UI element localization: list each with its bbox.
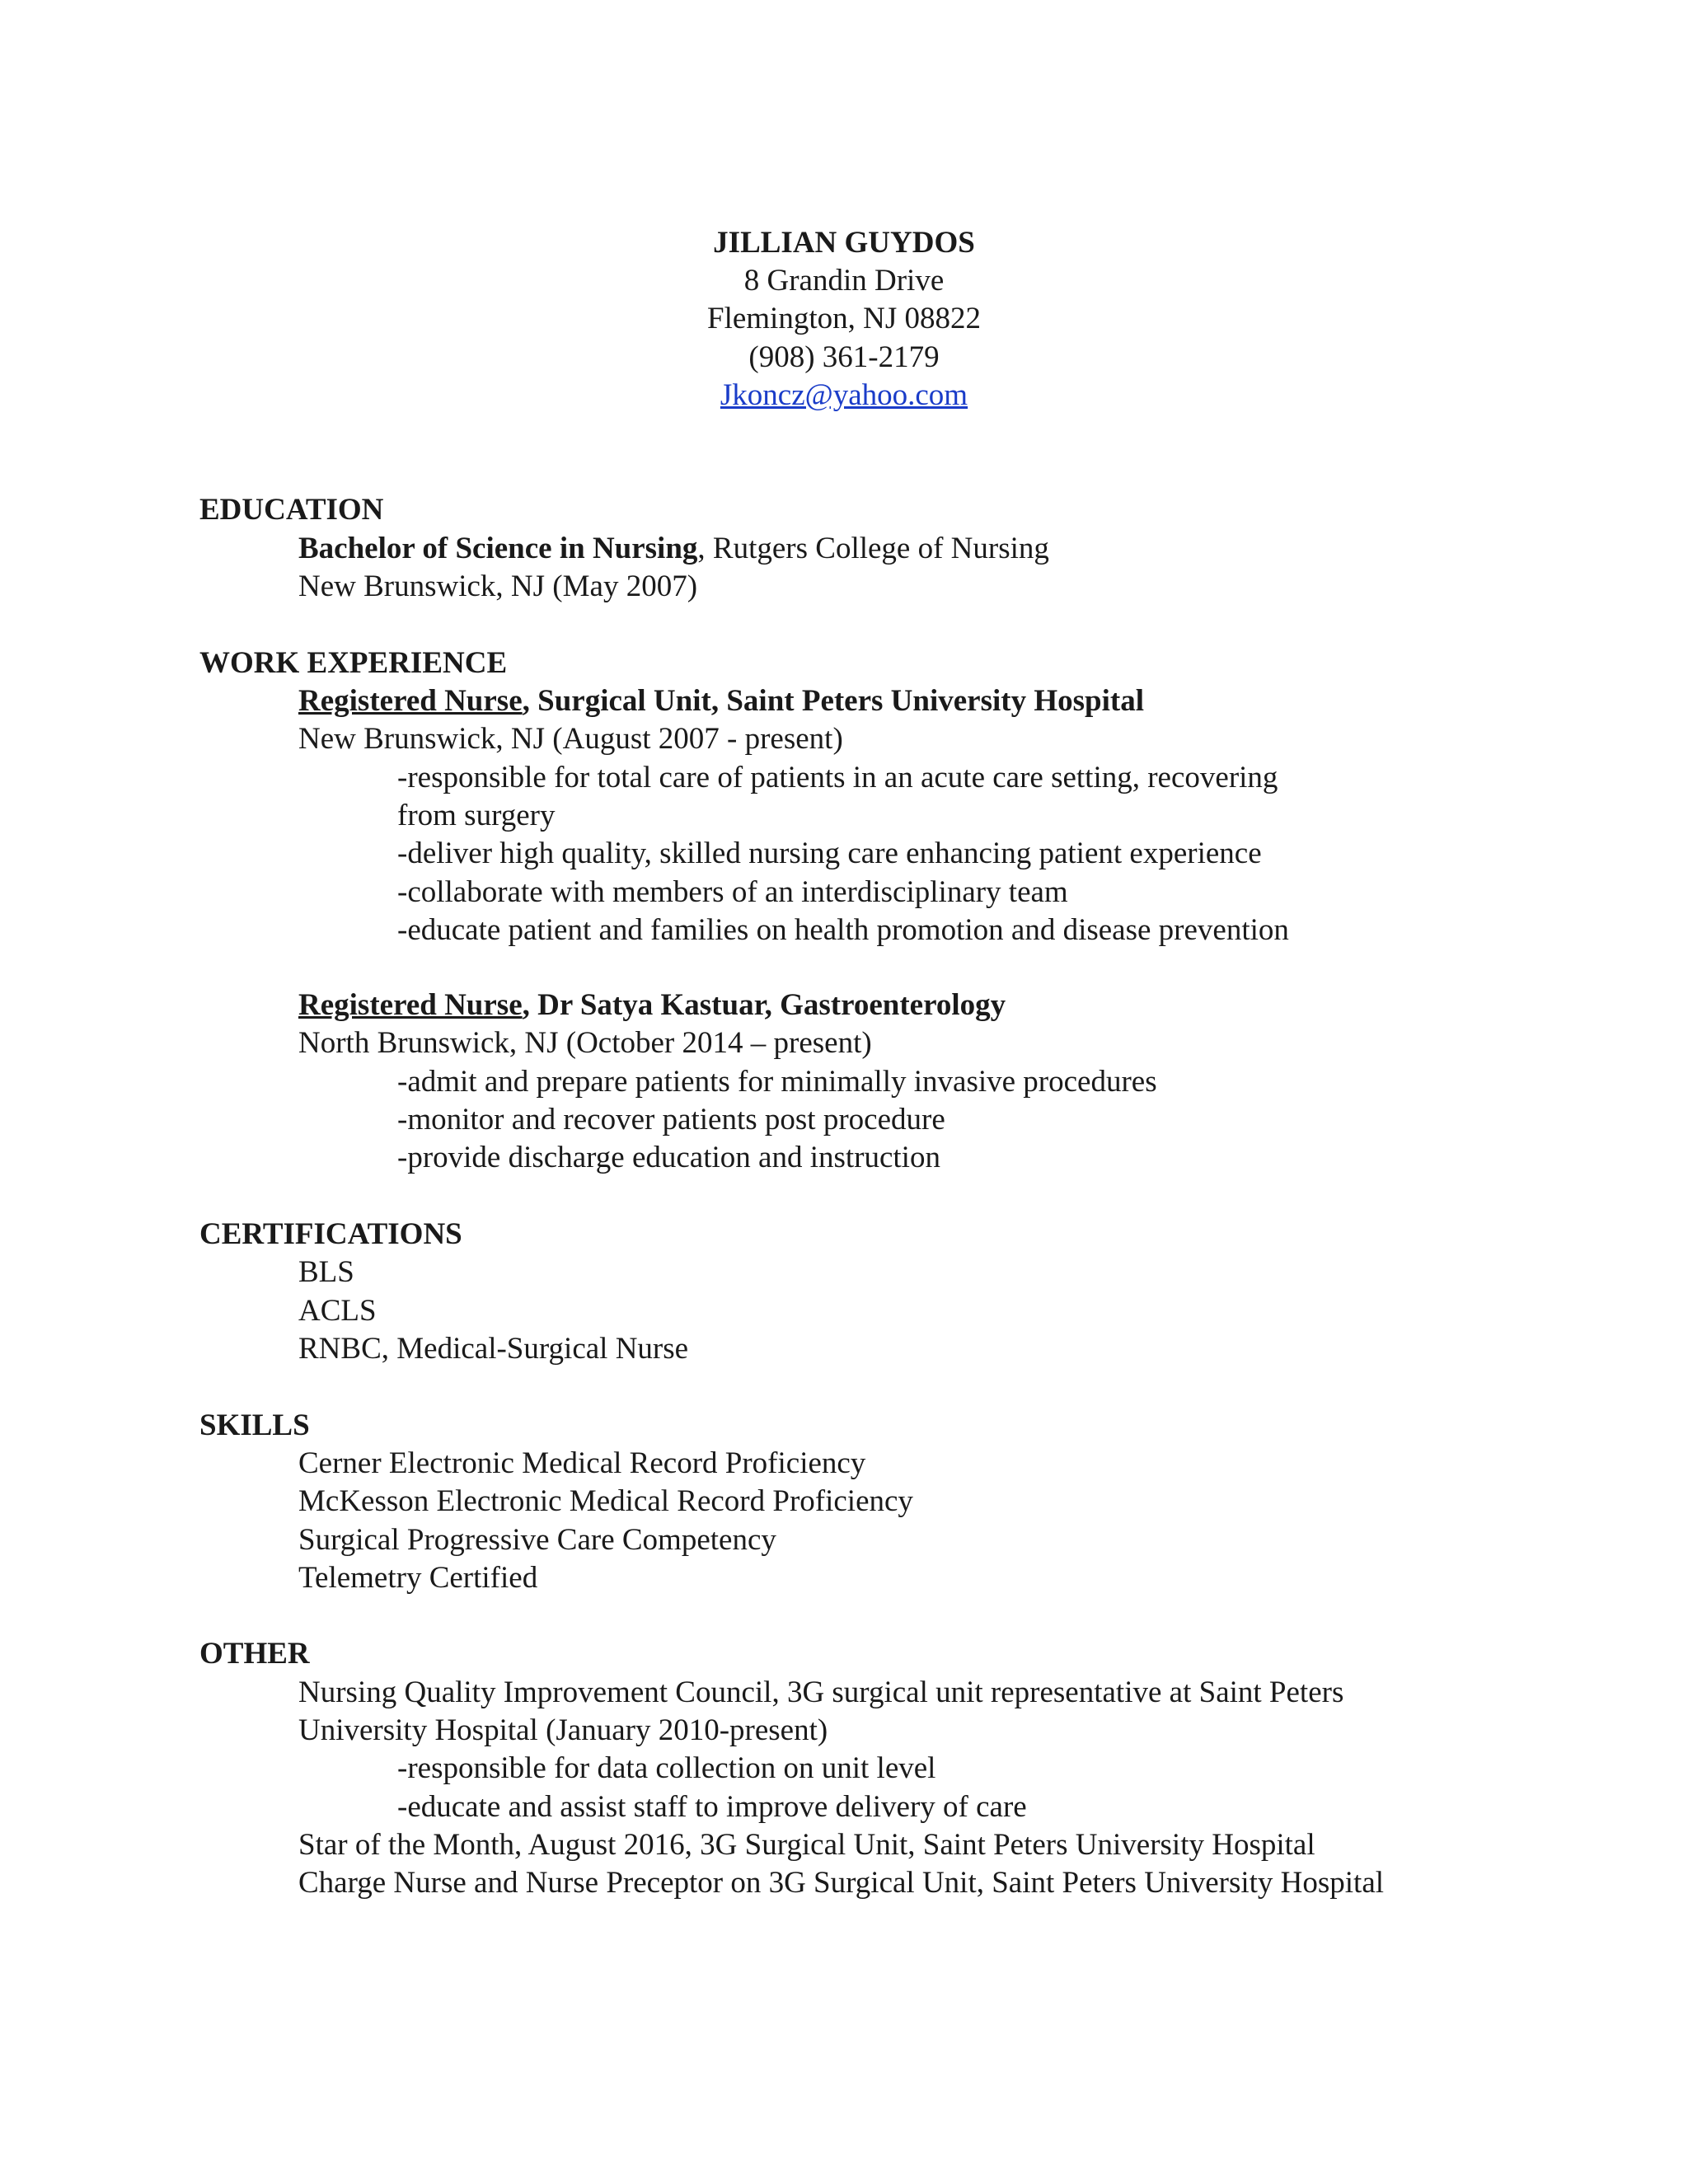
phone-number: (908) 361-2179 xyxy=(748,340,940,374)
job-1-duty: -collaborate with members of an interdisciplinary team xyxy=(397,875,1068,909)
council-line-1: Nursing Quality Improvement Council, 3G surgical unit representative at Saint Peters xyxy=(298,1675,1344,1709)
skill-item: McKesson Electronic Medical Record Proficiency xyxy=(298,1484,913,1518)
job-1-duty: -educate patient and families on health promotion and disease prevention xyxy=(397,913,1289,947)
job-2-location-date: North Brunswick, NJ (October 2014 – present) xyxy=(298,1026,872,1060)
job-1-duty: -deliver high quality, skilled nursing care enhancing patient experience xyxy=(397,837,1262,870)
candidate-name: JILLIAN GUYDOS xyxy=(713,226,975,260)
education-location-date: New Brunswick, NJ (May 2007) xyxy=(298,569,698,603)
education-heading: EDUCATION xyxy=(199,493,384,527)
council-duty: -responsible for data collection on unit level xyxy=(397,1751,936,1785)
address-line-1: 8 Grandin Drive xyxy=(743,264,945,298)
job-1-location-date: New Brunswick, NJ (August 2007 - present) xyxy=(298,722,843,756)
skills-heading: SKILLS xyxy=(199,1408,310,1442)
job-1-title-line xyxy=(298,682,1144,720)
job-2-duty: -provide discharge education and instruction xyxy=(397,1141,940,1174)
skill-item: Surgical Progressive Care Competency xyxy=(298,1523,776,1557)
education-degree-line xyxy=(298,530,1049,568)
job-1-title: Registered Nurse xyxy=(298,684,523,718)
certification-item: RNBC, Medical-Surgical Nurse xyxy=(298,1332,689,1366)
council-line-2: University Hospital (January 2010-present) xyxy=(298,1713,828,1747)
role-line: Charge Nurse and Nurse Preceptor on 3G Surgical Unit, Saint Peters University Hospital xyxy=(298,1866,1385,1900)
job-2-title-line xyxy=(298,987,1006,1024)
award-line: Star of the Month, August 2016, 3G Surgical Unit, Saint Peters University Hospital xyxy=(298,1828,1315,1862)
work-heading: WORK EXPERIENCE xyxy=(199,646,508,680)
job-1-duty: -responsible for total care of patients in an acute care setting, recovering xyxy=(397,761,1278,794)
job-1-employer: , Surgical Unit, Saint Peters University Hospital xyxy=(522,684,1144,718)
school-name: , Rutgers College of Nursing xyxy=(697,532,1049,565)
job-2-title: Registered Nurse xyxy=(298,988,523,1022)
degree-name: Bachelor of Science in Nursing xyxy=(298,532,698,565)
email-link[interactable]: Jkoncz@yahoo.com xyxy=(720,378,968,412)
certification-item: BLS xyxy=(298,1255,354,1289)
skill-item: Telemetry Certified xyxy=(298,1561,538,1595)
certifications-heading: CERTIFICATIONS xyxy=(199,1217,462,1251)
other-heading: OTHER xyxy=(199,1637,310,1671)
job-2-duty: -monitor and recover patients post procedure xyxy=(397,1103,945,1137)
skill-item: Cerner Electronic Medical Record Proficiency xyxy=(298,1446,866,1480)
address-line-2: Flemington, NJ 08822 xyxy=(707,302,981,335)
council-duty: -educate and assist staff to improve delivery of care xyxy=(397,1790,1027,1824)
email-row xyxy=(0,377,1688,415)
certification-item: ACLS xyxy=(298,1294,377,1328)
job-2-employer: , Dr Satya Kastuar, Gastroenterology xyxy=(522,988,1006,1022)
job-1-duty: from surgery xyxy=(397,799,556,832)
job-2-duty: -admit and prepare patients for minimally invasive procedures xyxy=(397,1065,1157,1099)
